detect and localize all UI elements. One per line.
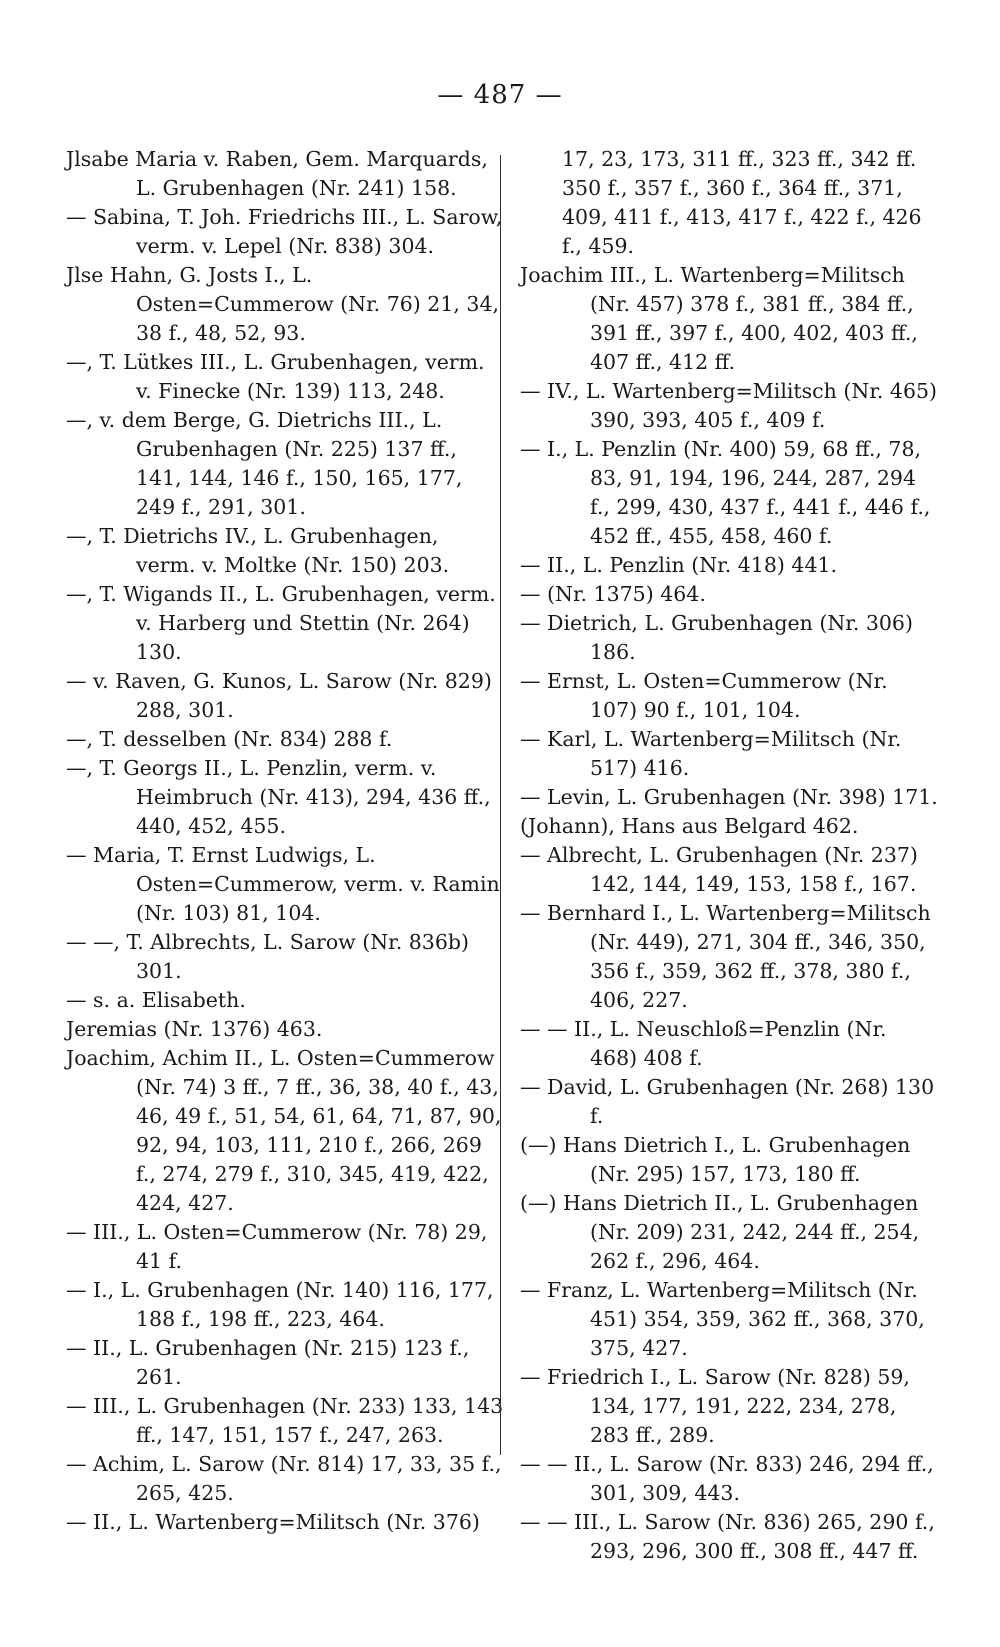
index-entry: —, v. dem Berge, G. Dietrichs III., L. Grubenhagen (Nr. 225) 137 ff., 141, 144, 146 f., 150, 165, 177, 249 f., 291, 301. bbox=[66, 408, 463, 519]
index-entry: — David, L. Grubenhagen (Nr. 268) 130 f. bbox=[520, 1075, 935, 1128]
index-entry: — Bernhard I., L. Wartenberg=Militsch (Nr. 449), 271, 304 ff., 346, 350, 356 f., 359, 362 ff., 378, 380 f., 406, 227. bbox=[520, 901, 931, 1012]
index-entry: —, T. Lütkes III., L. Grubenhagen, verm. v. Finecke (Nr. 139) 113, 248. bbox=[66, 350, 485, 403]
index-entry: — II., L. Grubenhagen (Nr. 215) 123 f., 261. bbox=[66, 1336, 470, 1389]
index-entry: — IV., L. Wartenberg=Militsch (Nr. 465) 390, 393, 405 f., 409 f. bbox=[520, 379, 938, 432]
page-number: — 487 — bbox=[437, 80, 563, 110]
index-entry: — Maria, T. Ernst Ludwigs, L. Osten=Cummerow, verm. v. Ramin (Nr. 103) 81, 104. bbox=[66, 843, 500, 925]
right-column bbox=[520, 145, 940, 1566]
index-entry: — II., L. Penzlin (Nr. 418) 441. bbox=[520, 553, 838, 577]
index-entry: — — III., L. Sarow (Nr. 836) 265, 290 f., 293, 296, 300 ff., 308 ff., 447 ff. bbox=[520, 1510, 935, 1563]
index-entry: — III., L. Osten=Cummerow (Nr. 78) 29, 41 f. bbox=[66, 1220, 488, 1273]
left-column bbox=[66, 145, 504, 1537]
index-entry: Jlsabe Maria v. Raben, Gem. Marquards, L. Grubenhagen (Nr. 241) 158. bbox=[66, 147, 488, 200]
index-entry-continuation: 17, 23, 173, 311 ff., 323 ff., 342 ff. 350 f., 357 f., 360 f., 364 ff., 371, 409, 411 f., 413, 417 f., 422 f., 426 f., 459. bbox=[562, 147, 922, 258]
index-entry: — Albrecht, L. Grubenhagen (Nr. 237) 142, 144, 149, 153, 158 f., 167. bbox=[520, 843, 918, 896]
index-entry: (Johann), Hans aus Belgard 462. bbox=[520, 814, 859, 838]
index-entry: — II., L. Wartenberg=Militsch (Nr. 376) bbox=[66, 1510, 480, 1534]
index-entry: — Karl, L. Wartenberg=Militsch (Nr. 517) 416. bbox=[520, 727, 902, 780]
index-entry: — —, T. Albrechts, L. Sarow (Nr. 836b) 301. bbox=[66, 930, 470, 983]
index-entry: — I., L. Penzlin (Nr. 400) 59, 68 ff., 78, 83, 91, 194, 196, 244, 287, 294 f., 299, 430, 437 f., 441 f., 446 f., 452 ff., 455, 458, 460 f. bbox=[520, 437, 931, 548]
index-entry: (—) Hans Dietrich I., L. Grubenhagen (Nr. 295) 157, 173, 180 ff. bbox=[520, 1133, 911, 1186]
index-entry: — Franz, L. Wartenberg=Militsch (Nr. 451) 354, 359, 362 ff., 368, 370, 375, 427. bbox=[520, 1278, 925, 1360]
index-entry: — (Nr. 1375) 464. bbox=[520, 582, 706, 606]
index-entry: — s. a. Elisabeth. bbox=[66, 988, 246, 1012]
index-entry: — — II., L. Neuschloß=Penzlin (Nr. 468) 408 f. bbox=[520, 1017, 887, 1070]
index-entry: — Ernst, L. Osten=Cummerow (Nr. 107) 90 f., 101, 104. bbox=[520, 669, 888, 722]
index-entry: — Achim, L. Sarow (Nr. 814) 17, 33, 35 f., 265, 425. bbox=[66, 1452, 502, 1505]
index-entry: —, T. Georgs II., L. Penzlin, verm. v. Heimbruch (Nr. 413), 294, 436 ff., 440, 452, 455. bbox=[66, 756, 491, 838]
index-entry: —, T. desselben (Nr. 834) 288 f. bbox=[66, 727, 393, 751]
index-entry: Joachim, Achim II., L. Osten=Cummerow (Nr. 74) 3 ff., 7 ff., 36, 38, 40 f., 43, 46, 49 f., 51, 54, 61, 64, 71, 87, 90, 92, 94, 103, 111, 210 f., 266, 269 f., 274, 279 f., 310, 345, 419, 422, 424, 427. bbox=[66, 1046, 502, 1215]
index-entry: — Sabina, T. Joh. Friedrichs III., L. Sarow, verm. v. Lepel (Nr. 838) 304. bbox=[66, 205, 503, 258]
index-entry: Jlse Hahn, G. Josts I., L. Osten=Cummerow (Nr. 76) 21, 34, 38 f., 48, 52, 93. bbox=[66, 263, 500, 345]
index-entry: — v. Raven, G. Kunos, L. Sarow (Nr. 829) 288, 301. bbox=[66, 669, 492, 722]
column-divider bbox=[500, 155, 501, 1455]
index-entry: —, T. Dietrichs IV., L. Grubenhagen, verm. v. Moltke (Nr. 150) 203. bbox=[66, 524, 450, 577]
index-entry: — Dietrich, L. Grubenhagen (Nr. 306) 186. bbox=[520, 611, 913, 664]
index-entry: Jeremias (Nr. 1376) 463. bbox=[66, 1017, 323, 1041]
index-entry: — III., L. Grubenhagen (Nr. 233) 133, 143 ff., 147, 151, 157 f., 247, 263. bbox=[66, 1394, 504, 1447]
index-entry: —, T. Wigands II., L. Grubenhagen, verm. v. Harberg und Stettin (Nr. 264) 130. bbox=[66, 582, 496, 664]
index-entry: Joachim III., L. Wartenberg=Militsch (Nr. 457) 378 f., 381 ff., 384 ff., 391 ff., 397 f., 400, 402, 403 ff., 407 ff., 412 ff. bbox=[520, 263, 918, 374]
index-entry: (—) Hans Dietrich II., L. Grubenhagen (Nr. 209) 231, 242, 244 ff., 254, 262 f., 296, 464. bbox=[520, 1191, 920, 1273]
index-entry: — Friedrich I., L. Sarow (Nr. 828) 59, 134, 177, 191, 222, 234, 278, 283 ff., 289. bbox=[520, 1365, 910, 1447]
index-entry: — I., L. Grubenhagen (Nr. 140) 116, 177, 188 f., 198 ff., 223, 464. bbox=[66, 1278, 494, 1331]
index-entry: — Levin, L. Grubenhagen (Nr. 398) 171. bbox=[520, 785, 938, 809]
index-entry: — — II., L. Sarow (Nr. 833) 246, 294 ff., 301, 309, 443. bbox=[520, 1452, 934, 1505]
